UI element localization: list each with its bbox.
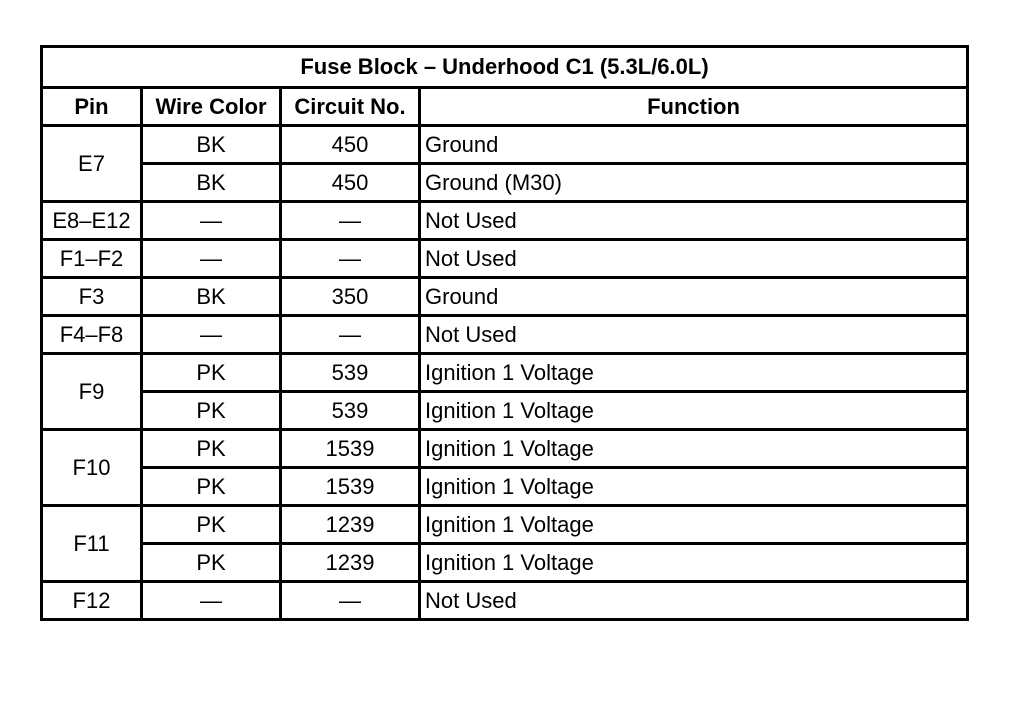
function-cell: Ignition 1 Voltage <box>420 354 968 392</box>
circuit-no-cell: — <box>281 240 420 278</box>
function-cell: Not Used <box>420 316 968 354</box>
table-row <box>42 354 968 392</box>
function-cell: Not Used <box>420 582 968 620</box>
header-pin: Pin <box>42 88 142 126</box>
function-cell: Ground <box>420 126 968 164</box>
table-row <box>42 240 968 278</box>
wire-color-cell: PK <box>142 392 281 430</box>
table-title: Fuse Block – Underhood C1 (5.3L/6.0L) <box>42 47 968 88</box>
table-row <box>42 316 968 354</box>
table-row <box>42 468 968 506</box>
table-row <box>42 506 968 544</box>
circuit-no-cell: 1539 <box>281 430 420 468</box>
header-circuit-no: Circuit No. <box>281 88 420 126</box>
function-cell: Not Used <box>420 240 968 278</box>
function-cell: Not Used <box>420 202 968 240</box>
function-cell: Ignition 1 Voltage <box>420 506 968 544</box>
pin-cell: F3 <box>42 278 142 316</box>
circuit-no-cell: 539 <box>281 354 420 392</box>
table-row <box>42 164 968 202</box>
table-row <box>42 202 968 240</box>
wire-color-cell: PK <box>142 354 281 392</box>
header-row <box>42 88 968 126</box>
table-row <box>42 582 968 620</box>
function-cell: Ignition 1 Voltage <box>420 468 968 506</box>
wire-color-cell: PK <box>142 430 281 468</box>
circuit-no-cell: 1539 <box>281 468 420 506</box>
wire-color-cell: BK <box>142 126 281 164</box>
circuit-no-cell: 1239 <box>281 544 420 582</box>
pin-cell: F11 <box>42 506 142 582</box>
fuse-block-table <box>40 45 969 621</box>
pin-cell: F4–F8 <box>42 316 142 354</box>
pin-cell: E7 <box>42 126 142 202</box>
function-cell: Ignition 1 Voltage <box>420 430 968 468</box>
table-row <box>42 392 968 430</box>
circuit-no-cell: 350 <box>281 278 420 316</box>
function-cell: Ignition 1 Voltage <box>420 544 968 582</box>
table-row <box>42 278 968 316</box>
wire-color-cell: PK <box>142 544 281 582</box>
function-cell: Ground (M30) <box>420 164 968 202</box>
table-body <box>42 126 968 620</box>
function-cell: Ground <box>420 278 968 316</box>
circuit-no-cell: — <box>281 202 420 240</box>
pin-cell: F10 <box>42 430 142 506</box>
function-cell: Ignition 1 Voltage <box>420 392 968 430</box>
circuit-no-cell: 539 <box>281 392 420 430</box>
pin-cell: F12 <box>42 582 142 620</box>
circuit-no-cell: 450 <box>281 164 420 202</box>
wire-color-cell: BK <box>142 164 281 202</box>
circuit-no-cell: — <box>281 582 420 620</box>
circuit-no-cell: — <box>281 316 420 354</box>
title-row <box>42 47 968 88</box>
wire-color-cell: — <box>142 202 281 240</box>
header-wire-color: Wire Color <box>142 88 281 126</box>
wire-color-cell: — <box>142 240 281 278</box>
table-row <box>42 544 968 582</box>
pin-cell: F1–F2 <box>42 240 142 278</box>
wire-color-cell: PK <box>142 468 281 506</box>
wire-color-cell: BK <box>142 278 281 316</box>
pin-cell: F9 <box>42 354 142 430</box>
circuit-no-cell: 1239 <box>281 506 420 544</box>
table-row <box>42 430 968 468</box>
pin-cell: E8–E12 <box>42 202 142 240</box>
wire-color-cell: — <box>142 316 281 354</box>
wire-color-cell: PK <box>142 506 281 544</box>
wire-color-cell: — <box>142 582 281 620</box>
table-row <box>42 126 968 164</box>
circuit-no-cell: 450 <box>281 126 420 164</box>
header-function: Function <box>420 88 968 126</box>
